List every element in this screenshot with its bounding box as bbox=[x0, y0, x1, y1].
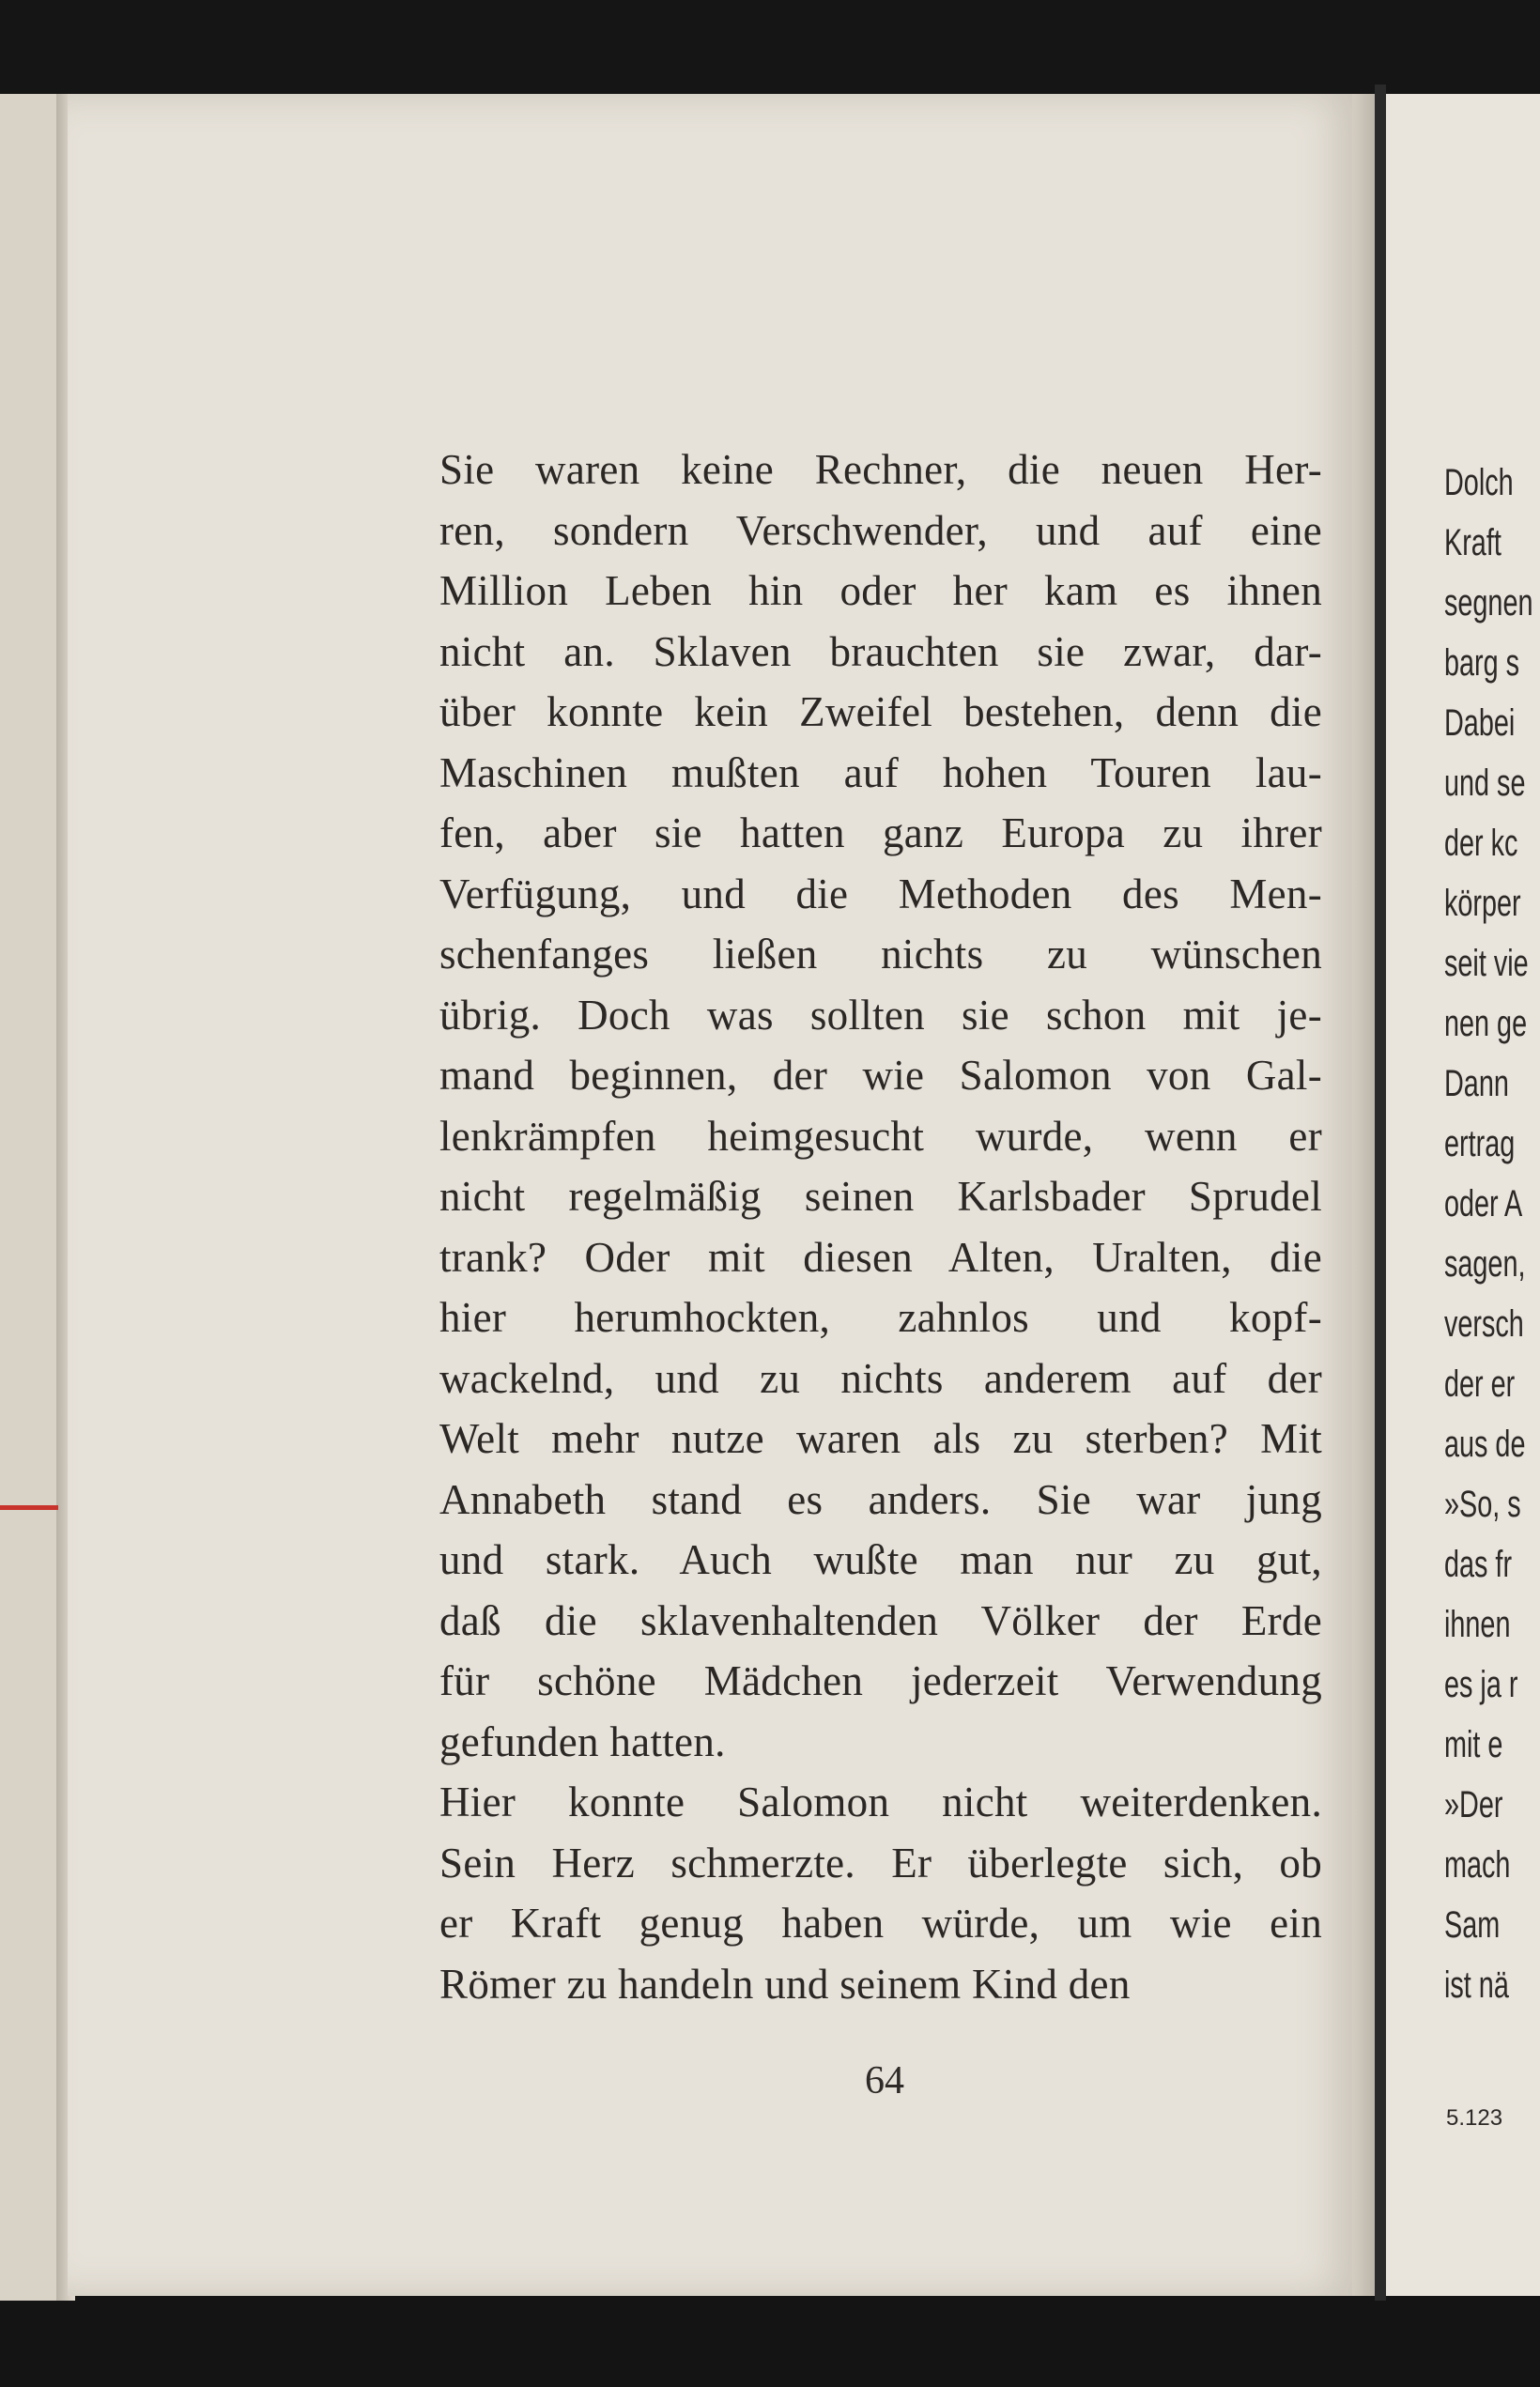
right-text-line: Dabei bbox=[1444, 702, 1516, 744]
text-line: Verfügung, und die Methoden des Men- bbox=[439, 870, 1322, 917]
background-bottom bbox=[0, 2291, 1540, 2387]
text-line: ren, sondern Verschwender, und auf eine bbox=[439, 506, 1322, 554]
right-text-line: ihnen bbox=[1444, 1604, 1511, 1645]
page-number: 64 bbox=[865, 2059, 904, 2102]
text-line: gefunden hatten. bbox=[439, 1717, 726, 1765]
book-gutter bbox=[1375, 85, 1386, 2301]
text-line: hier herumhockten, zahnlos und kopf- bbox=[439, 1294, 1322, 1341]
text-line: Maschinen mußten auf hohen Touren lau- bbox=[439, 748, 1322, 796]
right-text-line: und se bbox=[1444, 762, 1526, 804]
text-line: wackelnd, und zu nichts anderem auf der bbox=[439, 1354, 1322, 1402]
right-text-line: mit e bbox=[1444, 1724, 1503, 1765]
right-text-line: segnen bbox=[1444, 582, 1533, 624]
text-line: schenfanges ließen nichts zu wünschen bbox=[439, 931, 1322, 978]
right-text-line: körper bbox=[1444, 883, 1521, 924]
right-text-line: Dann bbox=[1444, 1063, 1509, 1104]
text-line: für schöne Mädchen jederzeit Verwendung bbox=[439, 1657, 1322, 1704]
right-text-line: Sam bbox=[1444, 1904, 1501, 1946]
right-text-line: ertrag bbox=[1444, 1123, 1516, 1164]
text-line: daß die sklavenhaltenden Völker der Erde bbox=[439, 1596, 1322, 1644]
text-line: mand beginnen, der wie Salomon von Gal- bbox=[439, 1052, 1322, 1099]
text-line: er Kraft genug haben würde, um wie ein bbox=[439, 1900, 1322, 1947]
right-text-line: das fr bbox=[1444, 1544, 1513, 1585]
text-line: lenkrämpfen heimgesucht wurde, wenn er bbox=[439, 1112, 1322, 1160]
text-line: nicht an. Sklaven brauchten sie zwar, dar- bbox=[439, 627, 1322, 675]
right-text-line: seit vie bbox=[1444, 943, 1529, 984]
text-line: fen, aber sie hatten ganz Europa zu ihrer bbox=[439, 809, 1322, 856]
right-text-line: mach bbox=[1444, 1844, 1511, 1886]
right-text-line: aus de bbox=[1444, 1424, 1526, 1465]
bookmark-ribbon bbox=[0, 1505, 58, 1510]
right-text-line: sagen, bbox=[1444, 1243, 1526, 1285]
text-line: Römer zu handeln und seinem Kind den bbox=[439, 1960, 1131, 2008]
right-text-line: barg s bbox=[1444, 642, 1520, 684]
right-text-line: Dolch bbox=[1444, 462, 1514, 503]
text-line: Sein Herz schmerzte. Er überlegte sich, ob bbox=[439, 1839, 1322, 1886]
text-line: über konnte kein Zweifel bestehen, denn die bbox=[439, 688, 1322, 735]
right-text-line: es ja r bbox=[1444, 1664, 1518, 1705]
page-stack-edge bbox=[1352, 94, 1375, 2296]
left-page bbox=[68, 94, 1363, 2296]
right-text-line: ist nä bbox=[1444, 1964, 1509, 2006]
right-text-line: »So, s bbox=[1444, 1484, 1521, 1525]
right-text-line: »Der bbox=[1444, 1784, 1503, 1825]
text-line: Annabeth stand es anders. Sie war jung bbox=[439, 1475, 1322, 1523]
right-text-line: der er bbox=[1444, 1363, 1516, 1405]
body-text bbox=[439, 439, 1322, 2014]
text-line: nicht regelmäßig seinen Karlsbader Sprudel bbox=[439, 1173, 1322, 1220]
text-line: Million Leben hin oder her kam es ihnen bbox=[439, 567, 1322, 614]
right-page bbox=[1386, 94, 1540, 2296]
right-text-line: der kc bbox=[1444, 823, 1518, 864]
right-text-line: oder A bbox=[1444, 1183, 1523, 1224]
right-text-line: nen ge bbox=[1444, 1003, 1528, 1044]
right-page-text bbox=[1444, 453, 1532, 2015]
text-line: übrig. Doch was sollten sie schon mit je- bbox=[439, 991, 1322, 1039]
text-line: trank? Oder mit diesen Alten, Uralten, die bbox=[439, 1233, 1322, 1281]
text-line: Sie waren keine Rechner, die neuen Her- bbox=[439, 446, 1322, 493]
text-line: Welt mehr nutze waren als zu sterben? Mit bbox=[439, 1415, 1322, 1462]
background-top bbox=[0, 0, 1540, 94]
text-line: Hier konnte Salomon nicht weiterdenken. bbox=[439, 1779, 1322, 1825]
text-line: und stark. Auch wußte man nur zu gut, bbox=[439, 1536, 1322, 1583]
right-text-line: versch bbox=[1444, 1303, 1524, 1345]
signature-mark: 5.123 bbox=[1446, 2105, 1503, 2131]
right-text-line: Kraft bbox=[1444, 522, 1502, 563]
